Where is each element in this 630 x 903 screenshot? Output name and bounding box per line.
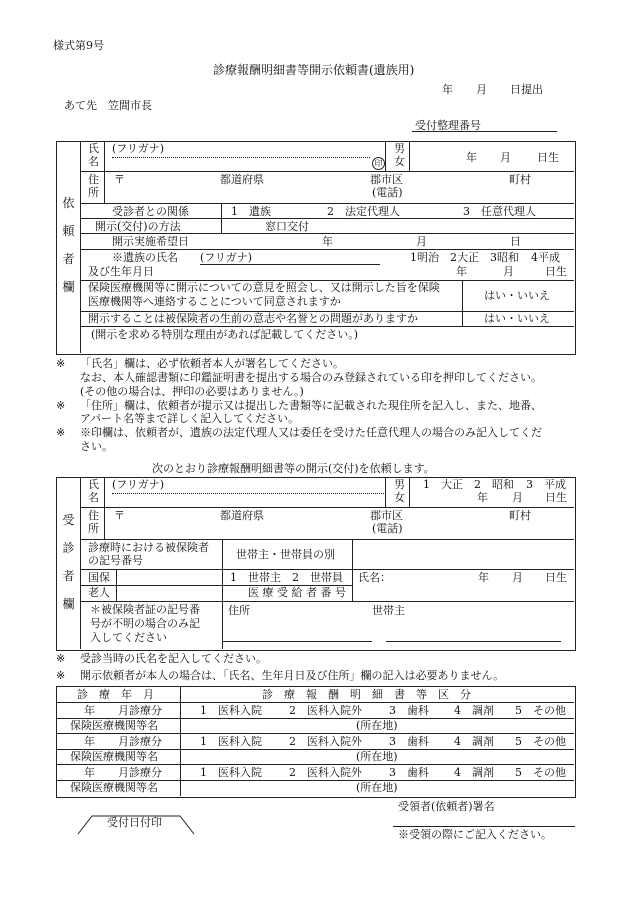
patient-city: 郡市区: [370, 509, 403, 522]
requester-name-label-1: 氏: [88, 142, 99, 155]
patient-name-label-2: 名: [88, 491, 99, 504]
household-head-month[interactable]: 月: [512, 571, 523, 584]
patient-name-label-1: 氏: [88, 478, 99, 491]
patient-side-label: 受 診 者 欄: [62, 513, 75, 611]
note-text: (その他の場合は、押印の必要はありません。): [80, 385, 304, 398]
note-text: さい。: [80, 440, 113, 453]
era-taisho[interactable]: 2大正: [450, 251, 479, 264]
era-heisei[interactable]: 4平成: [531, 251, 560, 264]
requester-sex-male[interactable]: 男: [394, 142, 405, 155]
patient-sex-male[interactable]: 男: [394, 478, 405, 491]
recipient-number-label: 医 療 受 給 者 番 号: [248, 586, 346, 599]
note-text: 開示依頼者が本人の場合は、「氏名、生年月日及び住所」欄の記入は必要ありません。: [80, 669, 505, 682]
consent-answer-1[interactable]: はい・いいえ: [484, 289, 550, 302]
patient-birth-year[interactable]: 年: [477, 491, 488, 504]
relation-option-voluntary[interactable]: 3 任意代理人: [463, 205, 536, 218]
claim-cat-dental[interactable]: 3 歯科: [389, 735, 429, 748]
note-text: アパート名等まで詳しく記入してください。: [80, 412, 300, 425]
insured-number-label-1: 診療時における被保険者: [88, 541, 209, 554]
patient-furigana[interactable]: (フリガナ): [112, 478, 165, 491]
patient-era-showa[interactable]: 2 昭和: [474, 478, 514, 491]
claim-cat-inpatient[interactable]: 1 医科入院: [200, 735, 262, 748]
requester-prefecture: 都道府県: [220, 173, 264, 186]
deceased-name-label-2: 及び生年月日: [88, 265, 154, 278]
addressee: あて先 笠間市長: [64, 99, 152, 112]
requester-furigana[interactable]: (フリガナ): [112, 142, 165, 155]
relation-option-legal[interactable]: 2 法定代理人: [327, 205, 400, 218]
patient-town: 町村: [509, 509, 531, 522]
claim-row-month[interactable]: 月診療分: [118, 735, 162, 748]
claims-col-ym: 診 療 年 月: [77, 688, 154, 701]
claim-cat-pharmacy[interactable]: 4 調剤: [454, 766, 494, 779]
form-number: 様式第9号: [53, 39, 104, 52]
relation-label: 受診者との関係: [112, 205, 189, 218]
desired-date-year[interactable]: 年: [322, 235, 333, 248]
claim-cat-dental[interactable]: 3 歯科: [389, 704, 429, 717]
household-head-day[interactable]: 日生: [545, 571, 567, 584]
consent-question-1a: 保険医療機関等に開示についての意見を照会し、又は開示した旨を保険: [88, 281, 440, 294]
note-mark: ※: [56, 669, 66, 682]
reception-number-label: 受付整理番号: [415, 119, 481, 132]
note-text: なお、本人確認書類に印鑑証明書を提出する場合のみ登録されている印を押印してください。: [80, 371, 542, 384]
requester-sex-female[interactable]: 女: [394, 155, 405, 168]
note-text: ※印欄は、依頼者が、遺族の法定代理人又は委任を受けた任意代理人の場合のみ記入してくだ: [80, 426, 542, 439]
claim-location[interactable]: (所在地): [356, 781, 398, 794]
claim-cat-pharmacy[interactable]: 4 調剤: [454, 704, 494, 717]
desired-date-label: 開示実施希望日: [112, 235, 189, 248]
deceased-birth-day[interactable]: 日生: [545, 265, 567, 278]
note-text: 「氏名」欄は、必ず依頼者本人が署名してください。: [80, 357, 344, 370]
claim-cat-outpatient[interactable]: 2 医科入院外: [289, 704, 362, 717]
rojin-label: 老人: [88, 586, 110, 599]
deceased-name-label: ※遺族の氏名: [112, 251, 178, 264]
insured-number-label-2: の記号番号: [88, 554, 143, 567]
requester-birth-month[interactable]: 月: [500, 151, 511, 164]
era-showa[interactable]: 3昭和: [490, 251, 519, 264]
requester-town: 町村: [509, 173, 531, 186]
claim-cat-outpatient[interactable]: 2 医科入院外: [289, 766, 362, 779]
household-options[interactable]: 1 世帯主 2 世帯員: [230, 571, 343, 584]
consent-answer-2[interactable]: はい・いいえ: [484, 312, 550, 325]
household-head-year[interactable]: 年: [478, 571, 489, 584]
requester-phone[interactable]: (電話): [372, 186, 403, 199]
method-value: 窓口交付: [265, 220, 309, 233]
special-reason[interactable]: (開示を求める特別な理由があれば記載してください。): [91, 328, 359, 341]
requester-address-label-1: 住: [88, 173, 99, 186]
claim-cat-outpatient[interactable]: 2 医科入院外: [289, 735, 362, 748]
desired-date-day[interactable]: 日: [510, 235, 521, 248]
household-head-name[interactable]: 氏名：: [358, 571, 391, 584]
requester-postal[interactable]: 〒: [114, 173, 125, 186]
claim-cat-inpatient[interactable]: 1 医科入院: [200, 704, 262, 717]
unknown-note-2: 号が不明の場合のみ記: [90, 617, 200, 630]
recipient-signature-field[interactable]: [393, 814, 575, 827]
claim-cat-dental[interactable]: 3 歯科: [389, 766, 429, 779]
claim-cat-other[interactable]: 5 その他: [515, 766, 566, 779]
claim-row-month[interactable]: 月診療分: [118, 766, 162, 779]
page-title: 診療報酬明細書等開示依頼書(遺族用): [213, 63, 415, 77]
claim-institution-label: 保険医療機関等名: [70, 781, 158, 794]
requester-city: 郡市区: [370, 173, 403, 186]
unknown-head-field[interactable]: [386, 641, 561, 642]
claim-location[interactable]: (所在地): [356, 750, 398, 763]
claim-row-year[interactable]: 年: [84, 704, 95, 717]
note-text: 「住所」欄は、依頼者が提示又は提出した書類等に記載された現住所を記入し、また、地番、: [80, 399, 542, 412]
submit-date-month: 月: [476, 83, 487, 96]
consent-question-1b: 医療機関等へ連絡することについて同意されますか: [88, 295, 341, 308]
patient-era-heisei[interactable]: 3 平成: [526, 478, 566, 491]
note-mark: ※: [56, 426, 66, 439]
deceased-furigana[interactable]: (フリガナ): [200, 251, 253, 264]
claim-cat-inpatient[interactable]: 1 医科入院: [200, 766, 262, 779]
unknown-address-field[interactable]: [222, 641, 372, 642]
claim-row-month[interactable]: 月診療分: [118, 704, 162, 717]
receipt-note: ※受領の際にご記入ください。: [398, 828, 552, 841]
claim-location[interactable]: (所在地): [356, 719, 398, 732]
note-text: 受診当時の氏名を記入してください。: [80, 652, 267, 665]
desired-date-month[interactable]: 月: [416, 235, 427, 248]
patient-address-label-2: 所: [88, 522, 99, 535]
claim-row-year[interactable]: 年: [84, 735, 95, 748]
submit-date-year: 年: [442, 83, 453, 96]
claims-col-category: 診 療 報 酬 明 細 書 等 区 分: [262, 688, 471, 701]
claim-cat-pharmacy[interactable]: 4 調剤: [454, 735, 494, 748]
deceased-birth-year[interactable]: 年: [456, 265, 467, 278]
claim-cat-other[interactable]: 5 その他: [515, 704, 566, 717]
seal-icon: 印: [372, 157, 385, 170]
patient-phone[interactable]: (電話): [372, 522, 403, 535]
requester-name-label-2: 名: [88, 155, 99, 168]
unknown-head-label: 世帯主: [372, 604, 405, 617]
era-meiji[interactable]: 1明治: [410, 251, 439, 264]
claim-cat-other[interactable]: 5 その他: [515, 735, 566, 748]
patient-prefecture: 都道府県: [220, 509, 264, 522]
claim-row-year[interactable]: 年: [84, 766, 95, 779]
claim-institution-label: 保険医療機関等名: [70, 750, 158, 763]
note-mark: ※: [56, 357, 66, 370]
deceased-birth-month[interactable]: 月: [503, 265, 514, 278]
relation-option-bereaved[interactable]: 1 遺族: [231, 205, 271, 218]
patient-postal[interactable]: 〒: [114, 509, 125, 522]
household-type-label: 世帯主・世帯員の別: [236, 548, 335, 561]
kokuho-label: 国保: [88, 571, 110, 584]
note-mark: ※: [56, 652, 66, 665]
method-label: 開示(交付)の方法: [95, 220, 181, 233]
consent-question-2: 開示することは被保険者の生前の意志や名誉との問題がありますか: [88, 312, 418, 325]
reception-number-field[interactable]: [412, 118, 557, 132]
requester-side-label: 依 頼 者 欄: [62, 196, 75, 294]
patient-birth-day[interactable]: 日生: [545, 491, 567, 504]
recipient-signature-label: 受領者(依頼者)署名: [398, 800, 495, 813]
patient-address-label-1: 住: [88, 509, 99, 522]
patient-birth-month[interactable]: 月: [512, 491, 523, 504]
patient-sex-female[interactable]: 女: [394, 491, 405, 504]
submit-date-day: 日提出: [510, 83, 543, 96]
claim-institution-label: 保険医療機関等名: [70, 719, 158, 732]
unknown-note-1: ＊被保険者証の記号番: [90, 603, 200, 616]
unknown-address-label: 住所: [228, 604, 250, 617]
requester-birth-day[interactable]: 日生: [537, 151, 559, 164]
requester-address-label-2: 所: [88, 186, 99, 199]
requester-birth-year[interactable]: 年: [466, 151, 477, 164]
note-mark: ※: [56, 399, 66, 412]
reception-stamp-label: 受付日付印: [107, 816, 162, 829]
patient-era-taisho[interactable]: 1 大正: [423, 478, 463, 491]
request-statement: 次のとおり診療報酬明細書等の開示(交付)を依頼します。: [152, 462, 435, 475]
unknown-note-3: 入してください: [90, 631, 167, 644]
